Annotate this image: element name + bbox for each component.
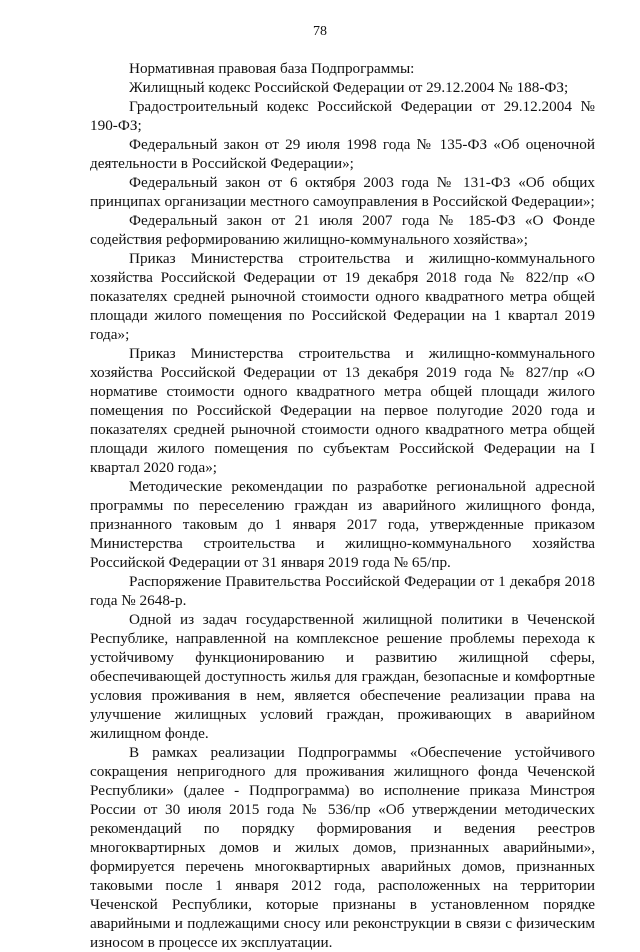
paragraph-method-recommendations: Методические рекомендации по разработке региональной адресной программы по переселению граждан из аварийного жилищного фонда, признанного таковым до 1 января 2017 года, утвержденные приказом Министерства строительства и жилищно-коммунального хозяйства Российской Федерации от 31 января 2019 года № 65/пр.: [90, 478, 595, 571]
paragraph-law-135: Федеральный закон от 29 июля 1998 года № 135-ФЗ «Об оценочной деятельности в Российской Федерации»;: [90, 136, 595, 172]
paragraph-housing-code: Жилищный кодекс Российской Федерации от 29.12.2004 № 188-ФЗ;: [129, 79, 569, 96]
paragraph-government-order: Распоряжение Правительства Российской Федерации от 1 декабря 2018 года № 2648-р.: [90, 573, 595, 609]
paragraph-law-131: Федеральный закон от 6 октября 2003 года № 131-ФЗ «Об общих принципах организации местного самоуправления в Российской Федерации»;: [90, 174, 595, 210]
document-body: [90, 59, 595, 952]
paragraph-order-822: Приказ Министерства строительства и жилищно-коммунального хозяйства Российской Федерации от 19 декабря 2018 года № 822/пр «О показателях средней рыночной стоимости одного квадратного метра общей площади жилого помещения по Российской Федерации на 1 квартал 2019 года»;: [90, 250, 595, 343]
paragraph-legal-basis-heading: Нормативная правовая база Подпрограммы:: [129, 60, 415, 77]
paragraph-law-185: Федеральный закон от 21 июля 2007 года № 185-ФЗ «О Фонде содействия реформированию жилищно-коммунального хозяйства»;: [90, 212, 595, 248]
page-number: 78: [313, 24, 327, 39]
paragraph-subprogram: В рамках реализации Подпрограммы «Обеспечение устойчивого сокращения непригодного для проживания жилищного фонда Чеченской Республики» (далее - Подпрограмма) во исполнение приказа Минстроя России от 30 июля 2015 года № 536/пр «Об утверждении методических рекомендаций по порядку формирования и ведения реестров многоквартирных домов и жилых домов, признанных аварийными», формируется перечень многоквартирных аварийных домов, признанных таковыми после 1 января 2012 года, расположенных на территории Чеченской Республики, которые признаны в установленном порядке аварийными и подлежащими сносу или реконструкции в связи с физическим износом в процессе их эксплуатации.: [90, 744, 595, 951]
paragraph-urban-planning-code: Градостроительный кодекс Российской Федерации от 29.12.2004 № 190-ФЗ;: [90, 98, 595, 134]
paragraph-housing-policy: Одной из задач государственной жилищной политики в Чеченской Республике, направленной на комплексное решение проблемы перехода к устойчивому функционированию и развитию жилищной сферы, обеспечивающей доступность жилья для граждан, безопасные и комфортные условия проживания в нем, является обеспечение реализации права на улучшение жилищных условий граждан, проживающих в аварийном жилищном фонде.: [90, 611, 595, 742]
paragraph-order-827: Приказ Министерства строительства и жилищно-коммунального хозяйства Российской Федерации от 13 декабря 2019 года № 827/пр «О нормативе стоимости одного квадратного метра общей площади жилого помещения по Российской Федерации на первое полугодие 2020 года и показателях средней рыночной стоимости одного квадратного метра общей площади жилого помещения по субъектам Российской Федерации на I квартал 2020 года»;: [90, 345, 595, 476]
